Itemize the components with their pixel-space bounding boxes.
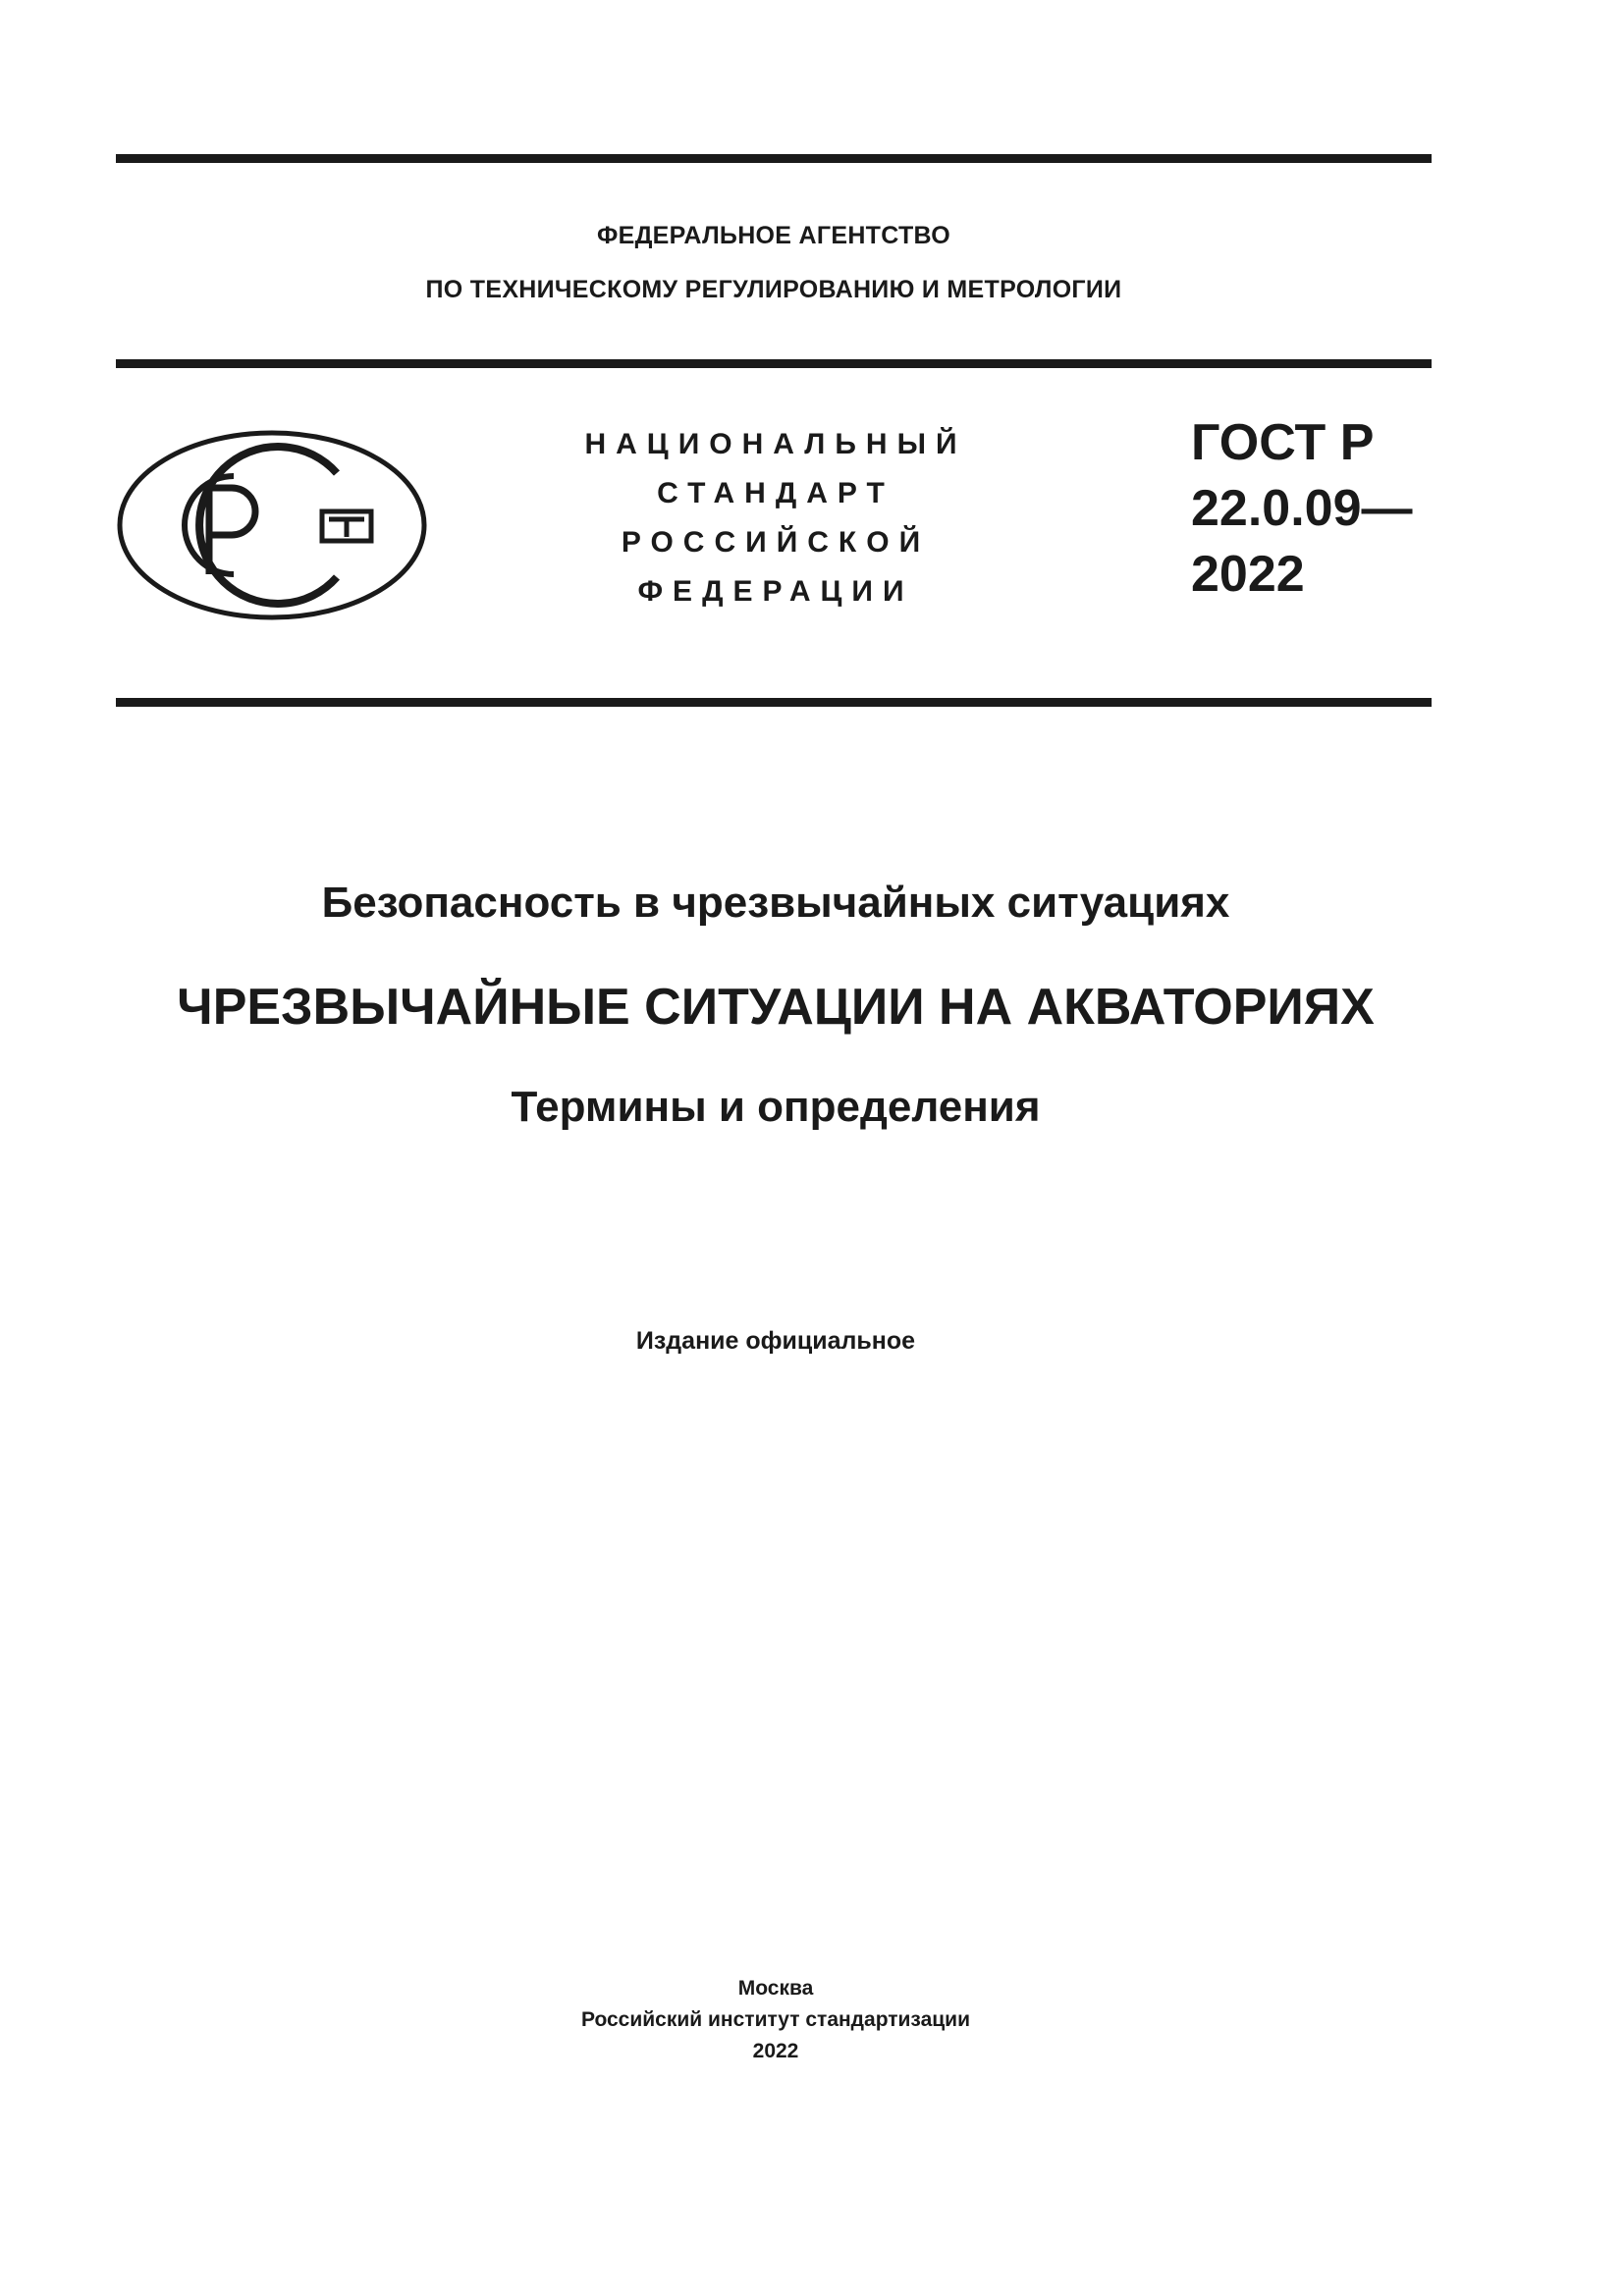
standard-type-line-4: ФЕДЕРАЦИИ [637,575,914,608]
agency-bottom-rule [116,359,1432,368]
title-sub: Термины и определения [511,1083,1041,1131]
designation-line-2: 22.0.09— [1191,480,1413,537]
edition-note: Издание официальное [635,1327,916,1355]
agency-line-2: ПО ТЕХНИЧЕСКОМУ РЕГУЛИРОВАНИЮ И МЕТРОЛОГИИ [425,276,1122,303]
standard-type-line-3: РОССИЙСКОЙ [621,526,931,559]
standard-type-line-2: СТАНДАРТ [657,477,894,509]
designation-line-3: 2022 [1191,546,1305,603]
imprint-publisher: Российский институт стандартизации [580,2008,971,2031]
imprint [0,1973,1551,2067]
rst-certification-mark-icon [116,427,428,623]
imprint-year: 2022 [752,2040,799,2062]
standard-type-line-1: НАЦИОНАЛЬНЫЙ [584,428,967,460]
imprint-city: Москва [737,1977,814,2000]
top-rule [116,154,1432,163]
title-main: ЧРЕЗВЫЧАЙНЫЕ СИТУАЦИИ НА АКВАТОРИЯХ [177,979,1375,1036]
designation-line-1: ГОСТ Р [1191,414,1375,471]
standard-designation [1191,410,1413,608]
header-bottom-rule [116,698,1432,707]
title-series: Безопасность в чрезвычайных ситуациях [321,879,1230,927]
agency-line-1: ФЕДЕРАЛЬНОЕ АГЕНТСТВО [596,222,951,249]
